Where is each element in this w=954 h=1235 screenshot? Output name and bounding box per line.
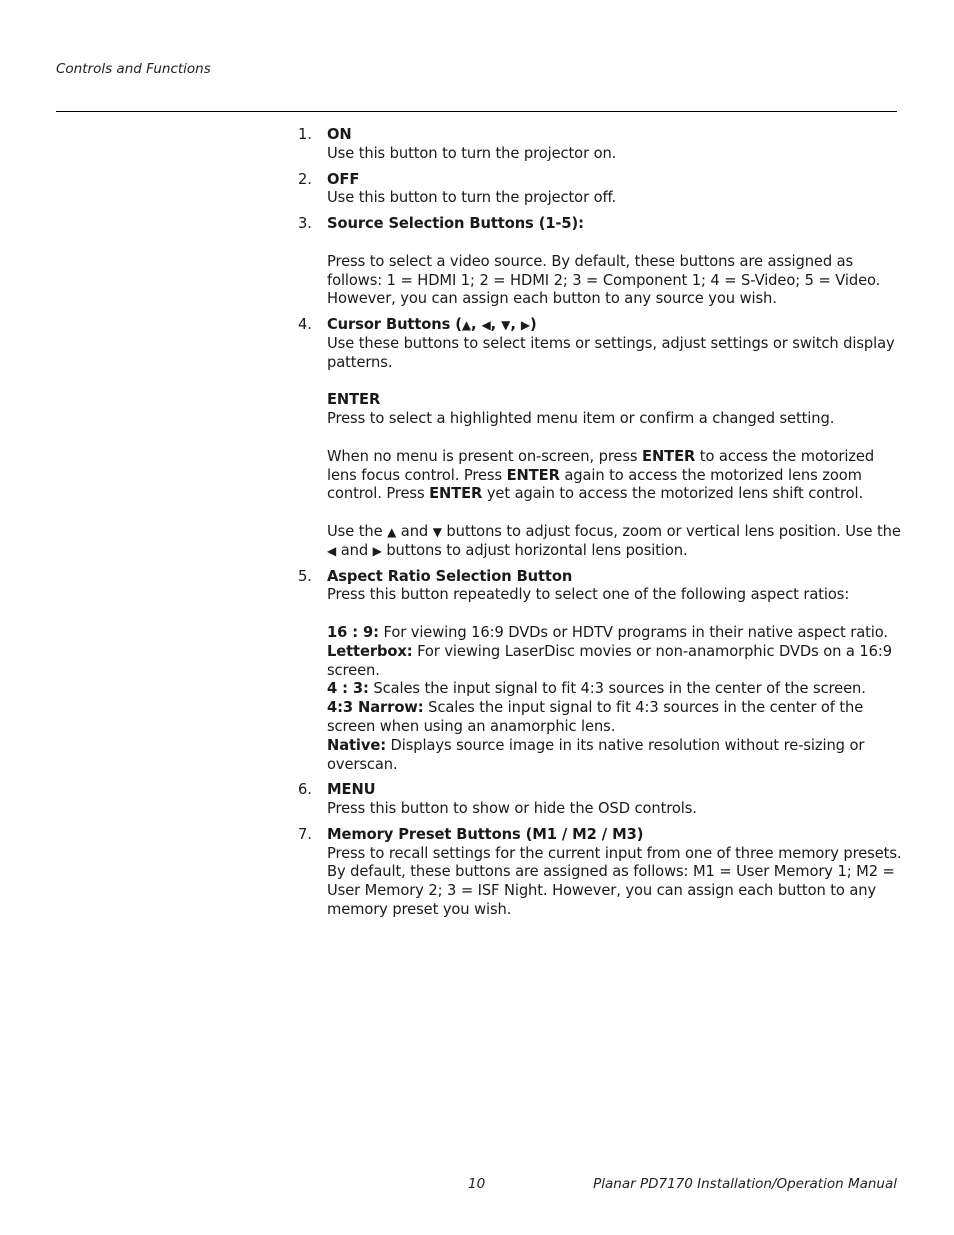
ratio-16-9: 16 : 9: For viewing 16:9 DVDs or HDTV programs in their native aspect ratio. [327, 623, 888, 641]
header-rule [56, 111, 897, 112]
down-arrow-icon: ▼ [501, 318, 511, 333]
list-item-cursor-buttons [298, 316, 902, 560]
item-number: 6. [298, 781, 312, 799]
ratio-4-3-narrow: 4:3 Narrow: Scales the input signal to fit 4:3 sources in the center of the screen when using an anamorphic lens. [327, 699, 864, 735]
item-text: Press to recall settings for the current input from one of three memory presets. By default, these buttons are assigned as follows: M1 = User Memory 1; M2 = User Memory 2; 3 = ISF Night. However, you can assign each button to any memory preset you wish. [327, 844, 902, 919]
item-text: Use this button to turn the projector on. [327, 144, 617, 162]
ratio-native: Native: Displays source image in its native resolution without re-sizing or overscan. [327, 736, 865, 773]
item-title: MENU [327, 781, 376, 799]
item-number: 7. [298, 825, 312, 843]
up-arrow-icon: ▲ [461, 318, 472, 333]
right-arrow-icon: ▶ [372, 543, 382, 558]
list-item-off [298, 170, 902, 209]
item-number: 3. [298, 215, 312, 233]
page-number: 10 [468, 1176, 486, 1192]
item-text: Use these buttons to select items or settings, adjust settings or switch display patterns. [327, 334, 895, 371]
list-item-source-selection [298, 215, 902, 309]
item-title: Aspect Ratio Selection Button [327, 567, 573, 585]
footer-title: Planar PD7170 Installation/Operation Manual [593, 1176, 897, 1192]
left-arrow-icon: ◀ [481, 318, 491, 333]
item-title: OFF [327, 170, 360, 188]
running-header: Controls and Functions [56, 61, 211, 77]
item-number: 1. [298, 126, 312, 143]
list-item-memory-preset [298, 825, 902, 920]
right-arrow-icon: ▶ [520, 318, 530, 333]
item-text: Press to select a video source. By default, these buttons are assigned as follows: 1 = HDMI 1; 2 = HDMI 2; 3 = Component 1; 4 = S-Video; 5 = Video. However, you can assign each button to any source you wish. [327, 252, 881, 308]
enter-paragraph: When no menu is present on-screen, press ENTER to access the motorized lens focus control. Press ENTER again to access the motorized lens zoom control. Press ENTER yet again to access the motorized lens shift control. [327, 447, 875, 503]
enter-text: Press to select a highlighted menu item or confirm a changed setting. [327, 410, 835, 428]
up-arrow-icon: ▲ [387, 524, 397, 539]
ratio-letterbox: Letterbox: For viewing LaserDisc movies or non-anamorphic DVDs on a 16:9 screen. [327, 642, 892, 679]
ratio-4-3: 4 : 3: Scales the input signal to fit 4:3 sources in the center of the screen. [327, 680, 866, 698]
item-text: Use this button to turn the projector off. [327, 189, 617, 207]
left-arrow-icon: ◀ [327, 543, 337, 558]
item-number: 4. [298, 316, 312, 334]
arrows-paragraph: Use the ▲ and ▼ buttons to adjust focus, zoom or vertical lens position. Use the ◀ and ▶ buttons to adjust horizontal lens position. [327, 522, 901, 559]
item-title: Cursor Buttons (▲, ◀, ▼, ▶) [327, 316, 537, 334]
item-number: 2. [298, 170, 312, 188]
item-title: Source Selection Buttons (1-5): [327, 215, 584, 233]
list-item-aspect-ratio [298, 567, 902, 775]
enter-heading: ENTER [327, 391, 381, 409]
item-text: Press this button repeatedly to select one of the following aspect ratios: [327, 586, 850, 604]
down-arrow-icon: ▼ [432, 524, 442, 539]
item-number: 5. [298, 567, 312, 585]
list-item-on [298, 126, 902, 164]
item-title: Memory Preset Buttons (M1 / M2 / M3) [327, 825, 644, 843]
controls-list [298, 126, 902, 927]
item-title: ON [327, 126, 352, 143]
item-text: Press this button to show or hide the OSD controls. [327, 800, 697, 818]
list-item-menu [298, 781, 902, 819]
